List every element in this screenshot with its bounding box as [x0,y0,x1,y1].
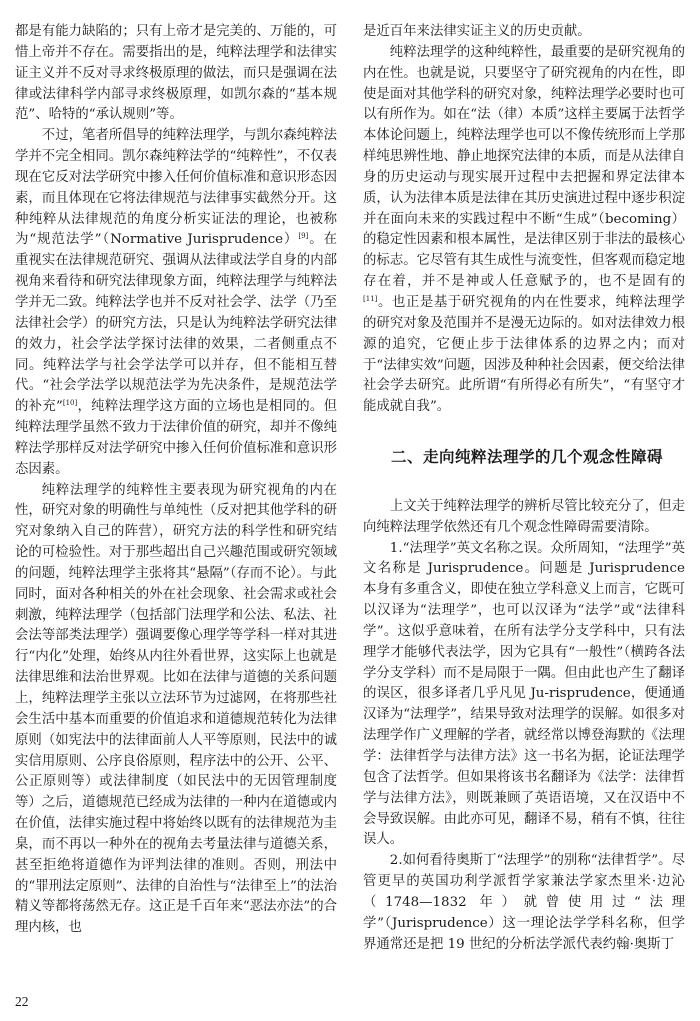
paragraph-text: 。也正是基于研究视角的内在性要求，纯粹法理学的研究对象及范围并不是漫无边际的。如对法律效力根源的追究，它便止步于法律体系的边界之内；而对于“法律实效”问题，因涉及种种社会因素，便交给法律社会学去研究。此所谓“有所得必有所失”，“有坚守才能成就自我”。 [363,294,685,415]
paragraph-text: 。在重视实在法律规范研究、强调从法律或法学自身的内部视角来看待和研究法律现象方面，纯粹法理学与纯粹法学并无二致。纯粹法学也并不反对社会学、法学（乃至法律社会学）的研究方法，只是认为纯粹法学研究法律的效力，社会学法学探讨法律的效果，二者侧重点不同。纯粹法学与社会学法学可以并存，但不能相互替代。“社会学法学以规范法学为先决条件，是规范法学的补充” [15,232,338,415]
paragraph: 纯粹法理学的纯粹性主要表现为研究视角的内在性，研究对象的明确性与单纯性（反对把其他学科的研究对象纳入自己的阵营），研究方法的科学性和研究结论的可检验性。对于那些超出自己兴趣范围或研究领域的问题，纯粹法理学主张将其“悬隔”（存而不论）。与此同时，面对各种相关的外在社会现象、社会需求或社会刺激，纯粹法理学（包括部门法理学和公法、私法、社会法等部类法理学）强调要像心理学等学科一样对其进行“内化”处理，始终从内往外看世界，这实际上也就是法律思维和法治世界观。比如在法律与道德的关系问题上，纯粹法理学主张以立法环节为过滤网，在将那些社会生活中基本而重要的价值追求和道德规范转化为法律原则（如宪法中的法律面前人人平等原则，民法中的诚实信用原则、公序良俗原则，程序法中的公开、公平、公正原则等）或法律制度（如民法中的无因管理制度等）之后，道德规范已经成为法律的一种内在道德或内在价值，法律实施过程中将始终以既有的法律规范为圭臬，而不再以一种外在的视角去考量法律与道德关系，甚至拒绝将道德作为评判法律的准则。否则，刑法中的“罪刑法定原则”、法律的自治性与“法律至上”的法治精义等都将荡然无存。这正是千百年来“恶法亦法”的合理内核，也 [15,482,337,936]
paragraph-text: 不过，笔者所倡导的纯粹法理学，与凯尔森纯粹法学并不完全相同。凯尔森纯粹法学的“纯粹性”，不仅表现在它反对法学研究中掺入任何价值标准和意识形态因素，而且体现在它将法律规范与法律事实截然分开。这种纯粹从法律规范的角度分析实证法的理论，也被称为“规范法学”（Normative Jurisprudence） [15,128,337,248]
paragraph: 2.如何看待奥斯丁“法理学”的别称“法律哲学”。尽管更早的英国功利学派哲学家兼法学家杰里米·边沁（1748—1832 年）就曾使用过“法理学”（Jurisprudence）这一理论法学学科名称，但学界通常还是把 19 世纪的分析法学派代表约翰·奥斯丁 [363,853,685,952]
paragraph-text: ，纯粹法理学这方面的立场也是相同的。但纯粹法理学虽然不致力于法律价值的研究，却并不像纯粹法学那样反对法学研究中掺入任何价值标准和意识形态因素。 [15,399,337,477]
paragraph [15,126,337,480]
paragraph: 1.“法理学”英文名称之误。众所周知，“法理学”英文名称是 Jurisprudence。问题是 Jurisprudence 本身有多重含义，即使在独立学科意义上而言，它既可以汉译为“法理学”，也可以汉译为“法学”或“法律科学”。这似乎意味着，在所有法学分支学科中，只有法理学才能够代表法学，因为它具有“一般性”（横跨各法学分支学科）而不是局限于一隅。但由此也产生了翻译的误区，很多译者几乎凡见 Ju-risprudence，便通通汉译为“法理学”，结果导致对法理学的误解。如很多对法理学作广义理解的学者，就经常以博登海默的《法理学：法律哲学与法律方法》这一书名为据，论证法理学包含了法哲学。但如果将该书名翻译为《法学：法律哲学与法律方法》，则既兼顾了英语语境，又在汉语中不会导致误解。由此亦可见，翻译不易，稍有不慎，往往误人。 [363,540,685,848]
paragraph: 上文关于纯粹法理学的辨析尽管比较充分了，但走向纯粹法理学依然还有几个观念性障碍需要清除。 [363,498,685,535]
page-number: 22 [15,994,29,1009]
section-heading: 二、走向纯粹法理学的几个观念性障碍 [391,448,664,467]
paragraph [363,43,685,418]
citation-ref: [9] [298,232,309,241]
left-column [15,22,337,939]
citation-ref: [10] [62,399,78,408]
right-column [363,22,685,955]
paragraph-text: 纯粹法理学的这种纯粹性，最重要的是研究视角的内在性。也就是说，只要坚守了研究视角的内在性，即使是面对其他学科的研究对象，纯粹法理学必要时也可以有所作为。如在“法（律）本质”这样主要属于法哲学本体论问题上，纯粹法理学也可以不像传统形而上学那样纯思辨性地、静止地探究法律的本质，而是从法律自身的历史运动与现实展开过程中去把握和界定法律本质，认为法律本质是法律在其历史演进过程中逐步积淀并在面向未来的实践过程中不断“生成”（becoming）的稳定性因素和根本属性，是法律区别于非法的最核心的标志。它尽管有其生成性与流变性，但客观而稳定地存在着，并不是神或人任意赋予的，也不是固有的 [363,44,685,290]
paragraph: 都是有能力缺陷的；只有上帝才是完美的、万能的，可惜上帝并不存在。需要指出的是，纯粹法理学和法律实证主义并不反对寻求终极原理的做法，而只是强调在法律或法律科学内部寻求终极原理，如凯尔森的“基本规范”、哈特的“承认规则”等。 [15,24,337,123]
paragraph: 是近百年来法律实证主义的历史贡献。 [363,24,591,39]
citation-ref: [11] [363,294,378,303]
